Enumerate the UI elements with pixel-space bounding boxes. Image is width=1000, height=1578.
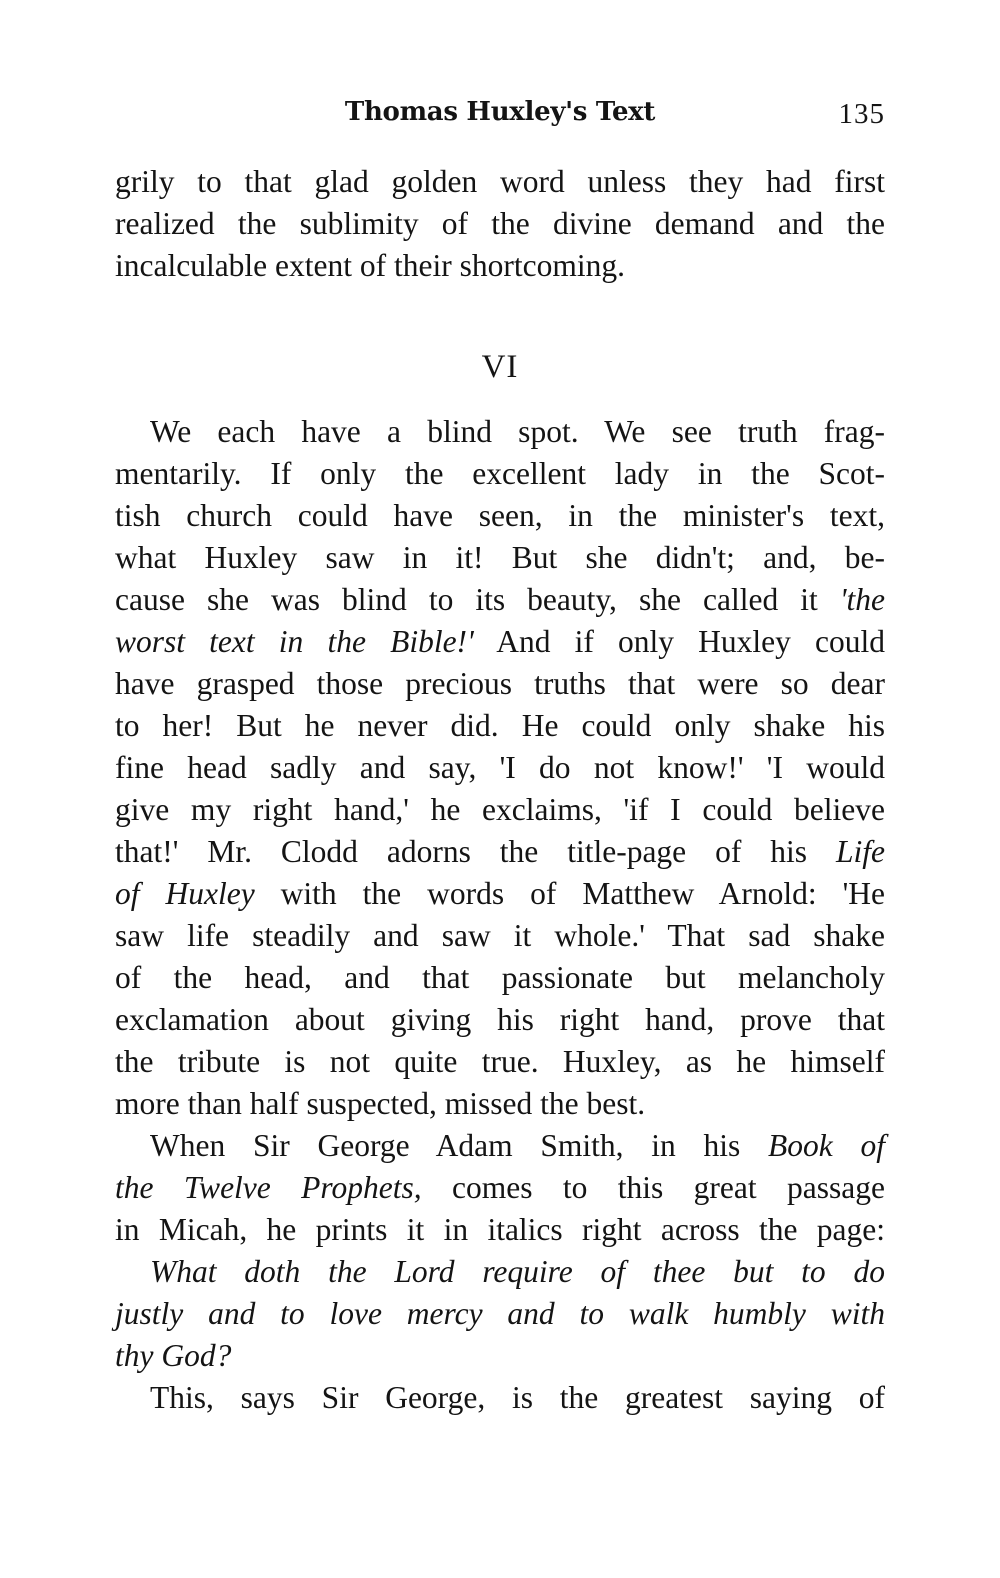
text-run: cause she was blind to its beauty, she called it [115, 582, 840, 617]
text-run: When Sir George Adam Smith, in his [150, 1128, 769, 1163]
text-run: that!' Mr. Clodd adorns the title-page of his [115, 834, 836, 869]
paragraph-line: This, says Sir George, is the greatest saying of [150, 1380, 885, 1415]
opening-line: incalculable extent of their shortcoming. [115, 248, 625, 283]
paragraph-line [115, 580, 885, 620]
paragraph-line: saw life steadily and saw it whole.' That sad shake [115, 918, 885, 953]
paragraph-line [115, 1126, 885, 1166]
italic-run: Life [835, 834, 885, 869]
running-head [115, 92, 885, 132]
paragraph-line: tish church could have seen, in the minister's text, [115, 498, 885, 533]
paragraph-line: mentarily. If only the excellent lady in the Scot- [115, 456, 885, 491]
italic-run: 'the [839, 582, 885, 617]
quotation-line: justly and to love mercy and to walk humbly with [115, 1296, 885, 1331]
paragraph-line: of the head, and that passionate but melancholy [115, 960, 885, 995]
text-run: with the words of Matthew Arnold: 'He [254, 876, 885, 911]
paragraph-line: more than half suspected, missed the best. [115, 1086, 646, 1121]
paragraph-line [115, 832, 885, 872]
paragraph-line: the tribute is not quite true. Huxley, as he himself [115, 1044, 885, 1079]
paragraph-line: We each have a blind spot. We see truth frag- [150, 414, 885, 449]
italic-run: Book of [768, 1128, 885, 1163]
quotation-line: thy God? [115, 1338, 232, 1373]
paragraph-line: what Huxley saw in it! But she didn't; and, be- [115, 540, 885, 575]
paragraph-line [115, 622, 885, 662]
italic-run: worst text in the Bible!' [115, 624, 474, 659]
book-page [115, 0, 885, 1578]
text-run: comes to this great passage [421, 1170, 885, 1205]
running-title: Thomas Huxley's Text [344, 97, 656, 127]
paragraph-line: exclamation about giving his right hand, prove that [115, 1002, 885, 1037]
opening-line: realized the sublimity of the divine demand and the [115, 206, 885, 241]
paragraph-line: fine head sadly and say, 'I do not know!' 'I would [115, 750, 885, 785]
paragraph-line: have grasped those precious truths that were so dear [115, 666, 885, 701]
paragraph-line: give my right hand,' he exclaims, 'if I could believe [115, 792, 885, 827]
quotation-line: What doth the Lord require of thee but to do [150, 1254, 885, 1289]
paragraph-line: to her! But he never did. He could only shake his [115, 708, 885, 743]
page-number: 135 [838, 98, 885, 130]
paragraph-line: in Micah, he prints it in italics right across the page: [115, 1212, 885, 1247]
section-heading: VI [481, 349, 519, 385]
italic-run: the Twelve Prophets, [115, 1170, 422, 1205]
paragraph-line [115, 1168, 885, 1208]
italic-run: of Huxley [115, 876, 255, 911]
text-run: And if only Huxley could [473, 624, 885, 659]
paragraph-line [115, 874, 885, 914]
opening-line: grily to that glad golden word unless they had first [115, 164, 885, 199]
